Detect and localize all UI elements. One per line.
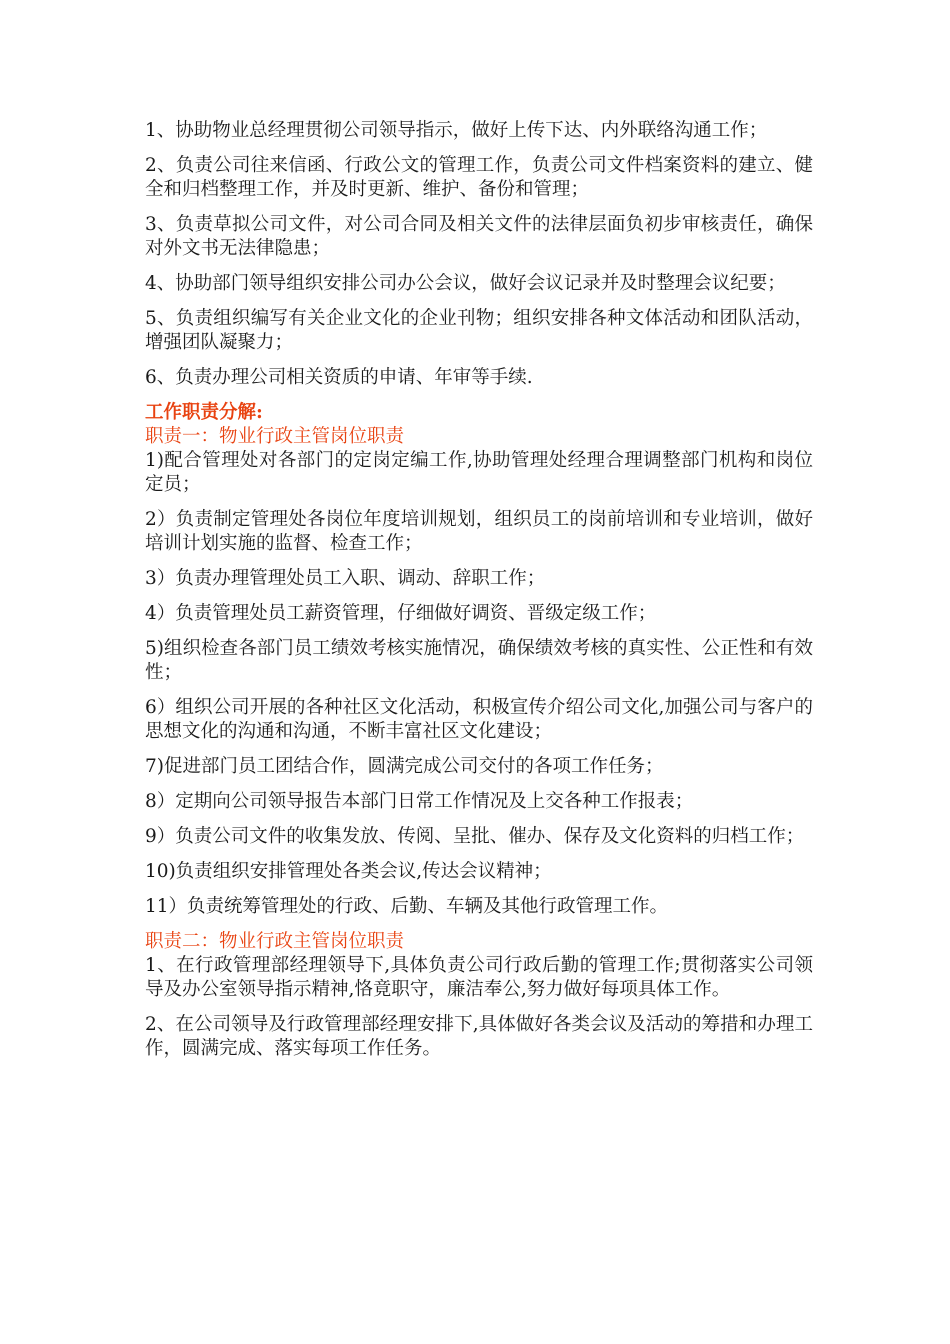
intro-item-1: 1、协助物业总经理贯彻公司领导指示，做好上传下达、内外联络沟通工作； [145, 120, 768, 141]
duty1-item-1: 1)配合管理处对各部门的定岗定编工作,协助管理处经理合理调整部门机构和岗位定员； [145, 450, 813, 495]
duty1-item-9: 9）负责公司文件的收集发放、传阅、呈批、催办、保存及文化资料的归档工作； [145, 826, 805, 847]
duty1-item-3: 3）负责办理管理处员工入职、调动、辞职工作； [145, 568, 546, 589]
duty1-item-11: 11）负责统筹管理处的行政、后勤、车辆及其他行政管理工作。 [145, 896, 669, 917]
intro-item-3: 3、负责草拟公司文件，对公司合同及相关文件的法律层面负初步审核责任，确保对外文书无法律隐患； [145, 214, 813, 259]
duty2-heading: 职责二：物业行政主管岗位职责 [145, 931, 405, 952]
duty1-heading: 职责一：物业行政主管岗位职责 [145, 426, 405, 447]
duty1-item-8: 8）定期向公司领导报告本部门日常工作情况及上交各种工作报表； [145, 791, 694, 812]
duty2-item-2: 2、在公司领导及行政管理部经理安排下,具体做好各类会议及活动的筹措和办理工作，圆满完成、落实每项工作任务。 [145, 1014, 813, 1059]
intro-item-6: 6、负责办理公司相关资质的申请、年审等手续. [145, 367, 533, 388]
document-page [145, 119, 813, 1072]
intro-item-4: 4、协助部门领导组织安排公司办公会议，做好会议记录并及时整理会议纪要； [145, 273, 786, 294]
duty1-item-10: 10)负责组织安排管理处各类会议,传达会议精神； [145, 861, 552, 882]
duty1-item-5: 5)组织检查各部门员工绩效考核实施情况，确保绩效考核的真实性、公正性和有效性； [145, 638, 813, 683]
duty1-item-4: 4）负责管理处员工薪资管理，仔细做好调资、晋级定级工作； [145, 603, 657, 624]
duty1-item-2: 2）负责制定管理处各岗位年度培训规划，组织员工的岗前培训和专业培训，做好培训计划实施的监督、检查工作； [145, 509, 813, 554]
duty1-item-6: 6）组织公司开展的各种社区文化活动，积极宣传介绍公司文化,加强公司与客户的思想文化的沟通和沟通，不断丰富社区文化建设； [145, 697, 813, 742]
duty1-item-7: 7)促进部门员工团结合作，圆满完成公司交付的各项工作任务； [145, 756, 664, 777]
duty2-item-1: 1、在行政管理部经理领导下,具体负责公司行政后勤的管理工作;贯彻落实公司领导及办公室领导指示精神,恪竟职守，廉洁奉公,努力做好每项具体工作。 [145, 955, 813, 1000]
intro-item-2: 2、负责公司往来信函、行政公文的管理工作，负责公司文件档案资料的建立、健全和归档整理工作，并及时更新、维护、备份和管理； [145, 155, 813, 200]
breakdown-heading: 工作职责分解: [145, 402, 263, 423]
intro-item-5: 5、负责组织编写有关企业文化的企业刊物；组织安排各种文体活动和团队活动，增强团队凝聚力； [145, 308, 813, 353]
